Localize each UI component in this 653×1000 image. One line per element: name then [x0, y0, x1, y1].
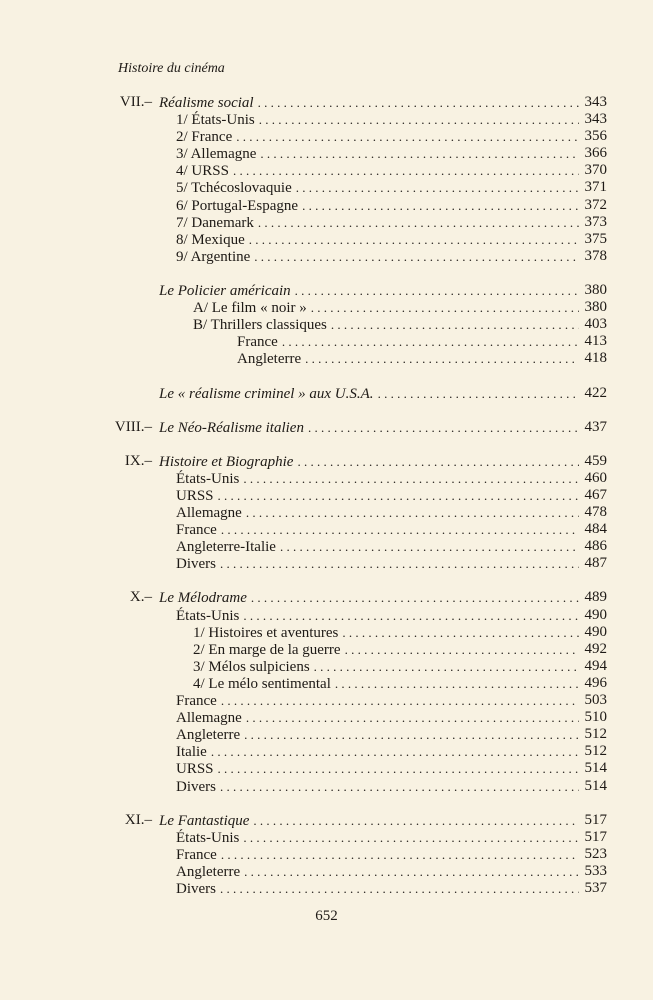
entry-title: Divers [176, 881, 216, 897]
toc-entry [0, 538, 653, 555]
entry-page: 371 [584, 179, 607, 195]
entry-title: Angleterre [176, 864, 241, 880]
entry-title: 4/ URSS [176, 163, 229, 179]
toc-entry [0, 555, 653, 572]
entry-page: 413 [584, 333, 607, 349]
toc-entry [0, 299, 653, 316]
entry-page: 373 [584, 214, 607, 230]
entry-page: 487 [584, 555, 607, 571]
entry-title: 6/ Portugal-Espagne [176, 198, 299, 214]
toc-entry [0, 470, 653, 487]
entry-page: 503 [584, 692, 607, 708]
entry-title: A/ Le film « noir » [193, 300, 307, 316]
dot-leader [378, 385, 579, 402]
toc-entry [0, 607, 653, 624]
chapter-number: XI.– [124, 812, 152, 828]
dot-leader [297, 453, 579, 470]
dot-leader [236, 128, 579, 145]
entry-title: Le Néo-Réalisme italien [159, 420, 304, 436]
toc-entry [0, 419, 653, 436]
chapter-number: VIII.– [114, 419, 152, 435]
entry-page: 343 [584, 94, 607, 110]
entry-title: Allemagne [176, 505, 242, 521]
dot-leader [260, 145, 579, 162]
entry-page: 460 [584, 470, 607, 486]
entry-page: 512 [584, 726, 607, 742]
toc-entry [0, 743, 653, 760]
dot-leader [295, 282, 579, 299]
dot-leader [243, 607, 579, 624]
entry-title: Réalisme social [159, 95, 254, 111]
toc-entry [0, 333, 653, 350]
toc-entry [0, 778, 653, 795]
dot-leader [211, 743, 579, 760]
entry-page: 484 [584, 521, 607, 537]
entry-title: États-Unis [176, 608, 240, 624]
entry-page: 537 [584, 880, 607, 896]
entry-page: 523 [584, 846, 607, 862]
dot-leader [258, 214, 579, 231]
entry-title: Le Mélodrame [159, 590, 247, 606]
dot-leader [308, 419, 579, 436]
entry-title: Le « réalisme criminel » aux U.S.A. [159, 386, 374, 402]
entry-title: URSS [176, 488, 214, 504]
dot-leader [221, 846, 579, 863]
entry-title: Allemagne [176, 710, 242, 726]
toc-entry [0, 675, 653, 692]
entry-page: 533 [584, 863, 607, 879]
entry-title: États-Unis [176, 471, 240, 487]
toc-entry [0, 316, 653, 333]
entry-title: Histoire et Biographie [159, 454, 294, 470]
dot-leader [282, 333, 579, 350]
chapter-number: X.– [129, 589, 152, 605]
entry-page: 343 [584, 111, 607, 127]
chapter-number: VII.– [119, 94, 152, 110]
entry-page: 356 [584, 128, 607, 144]
entry-title: France [237, 334, 278, 350]
toc-entry [0, 214, 653, 231]
entry-title: Le Policier américain [159, 283, 291, 299]
entry-title: Divers [176, 779, 216, 795]
entry-page: 510 [584, 709, 607, 725]
dot-leader [335, 675, 579, 692]
dot-leader [220, 880, 579, 897]
entry-title: France [176, 522, 217, 538]
entry-page: 418 [584, 350, 607, 366]
toc-entry [0, 487, 653, 504]
toc-entry [0, 128, 653, 145]
dot-leader [342, 624, 579, 641]
entry-title: 1/ Histoires et aventures [193, 625, 339, 641]
entry-title: 9/ Argentine [176, 249, 251, 265]
entry-title: 5/ Tchécoslovaquie [176, 180, 292, 196]
page-number: 652 [315, 908, 338, 924]
dot-leader [251, 589, 579, 606]
entry-page: 459 [584, 453, 607, 469]
dot-leader [244, 863, 579, 880]
dot-leader [246, 709, 579, 726]
entry-title: Angleterre-Italie [176, 539, 276, 555]
toc-entry [0, 641, 653, 658]
entry-page: 486 [584, 538, 607, 554]
entry-title: 7/ Danemark [176, 215, 254, 231]
dot-leader [218, 487, 579, 504]
dot-leader [249, 231, 579, 248]
entry-page: 437 [584, 419, 607, 435]
dot-leader [220, 555, 579, 572]
toc-entry [0, 94, 653, 111]
entry-page: 467 [584, 487, 607, 503]
dot-leader [244, 726, 579, 743]
dot-leader [246, 504, 579, 521]
entry-title: Angleterre [176, 727, 241, 743]
toc-entry [0, 863, 653, 880]
toc-entry [0, 453, 653, 470]
toc-entry [0, 162, 653, 179]
running-header: Histoire du cinéma [118, 61, 225, 76]
entry-title: Divers [176, 556, 216, 572]
entry-title: 1/ États-Unis [176, 112, 255, 128]
toc-entry [0, 692, 653, 709]
entry-page: 478 [584, 504, 607, 520]
toc-entry [0, 829, 653, 846]
dot-leader [221, 692, 579, 709]
entry-page: 489 [584, 589, 607, 605]
entry-title: 3/ Mélos sulpiciens [193, 659, 310, 675]
entry-title: 3/ Allemagne [176, 146, 257, 162]
entry-title: France [176, 693, 217, 709]
entry-title: Angleterre [237, 351, 302, 367]
entry-page: 490 [584, 624, 607, 640]
toc-entry [0, 658, 653, 675]
toc-entry [0, 248, 653, 265]
entry-title: 2/ En marge de la guerre [193, 642, 341, 658]
dot-leader [221, 521, 579, 538]
toc-entry [0, 504, 653, 521]
entry-page: 514 [584, 778, 607, 794]
dot-leader [280, 538, 579, 555]
entry-title: URSS [176, 761, 214, 777]
entry-title: 4/ Le mélo sentimental [193, 676, 331, 692]
toc-entry [0, 385, 653, 402]
toc-entry [0, 624, 653, 641]
entry-title: 8/ Mexique [176, 232, 245, 248]
toc-entry [0, 726, 653, 743]
dot-leader [311, 299, 579, 316]
dot-leader [305, 350, 579, 367]
entry-page: 422 [584, 385, 607, 401]
entry-page: 403 [584, 316, 607, 332]
entry-page: 512 [584, 743, 607, 759]
entry-title: États-Unis [176, 830, 240, 846]
entry-title: Le Fantastique [159, 813, 250, 829]
dot-leader [314, 658, 579, 675]
toc-entry [0, 812, 653, 829]
entry-page: 490 [584, 607, 607, 623]
dot-leader [254, 248, 579, 265]
toc-entry [0, 350, 653, 367]
toc-entry [0, 282, 653, 299]
dot-leader [243, 470, 579, 487]
toc-entry [0, 709, 653, 726]
dot-leader [253, 812, 579, 829]
entry-page: 370 [584, 162, 607, 178]
dot-leader [233, 162, 579, 179]
toc-entry [0, 760, 653, 777]
entry-title: Italie [176, 744, 207, 760]
toc-entry [0, 111, 653, 128]
toc-entry [0, 197, 653, 214]
dot-leader [243, 829, 579, 846]
toc-entry [0, 589, 653, 606]
entry-page: 517 [584, 829, 607, 845]
entry-page: 380 [584, 282, 607, 298]
dot-leader [259, 111, 579, 128]
chapter-number: IX.– [124, 453, 152, 469]
entry-page: 514 [584, 760, 607, 776]
entry-page: 375 [584, 231, 607, 247]
toc-entry [0, 145, 653, 162]
dot-leader [258, 94, 579, 111]
dot-leader [331, 316, 579, 333]
entry-title: 2/ France [176, 129, 233, 145]
entry-page: 517 [584, 812, 607, 828]
dot-leader [220, 778, 579, 795]
toc-entry [0, 179, 653, 196]
dot-leader [296, 179, 579, 196]
entry-title: France [176, 847, 217, 863]
toc-entry [0, 846, 653, 863]
entry-page: 372 [584, 197, 607, 213]
entry-page: 496 [584, 675, 607, 691]
entry-title: B/ Thrillers classiques [193, 317, 327, 333]
toc-entry [0, 231, 653, 248]
entry-page: 366 [584, 145, 607, 161]
entry-page: 378 [584, 248, 607, 264]
entry-page: 380 [584, 299, 607, 315]
entry-page: 492 [584, 641, 607, 657]
toc-entry [0, 880, 653, 897]
entry-page: 494 [584, 658, 607, 674]
dot-leader [345, 641, 579, 658]
toc-entry [0, 521, 653, 538]
dot-leader [218, 760, 579, 777]
dot-leader [302, 197, 579, 214]
